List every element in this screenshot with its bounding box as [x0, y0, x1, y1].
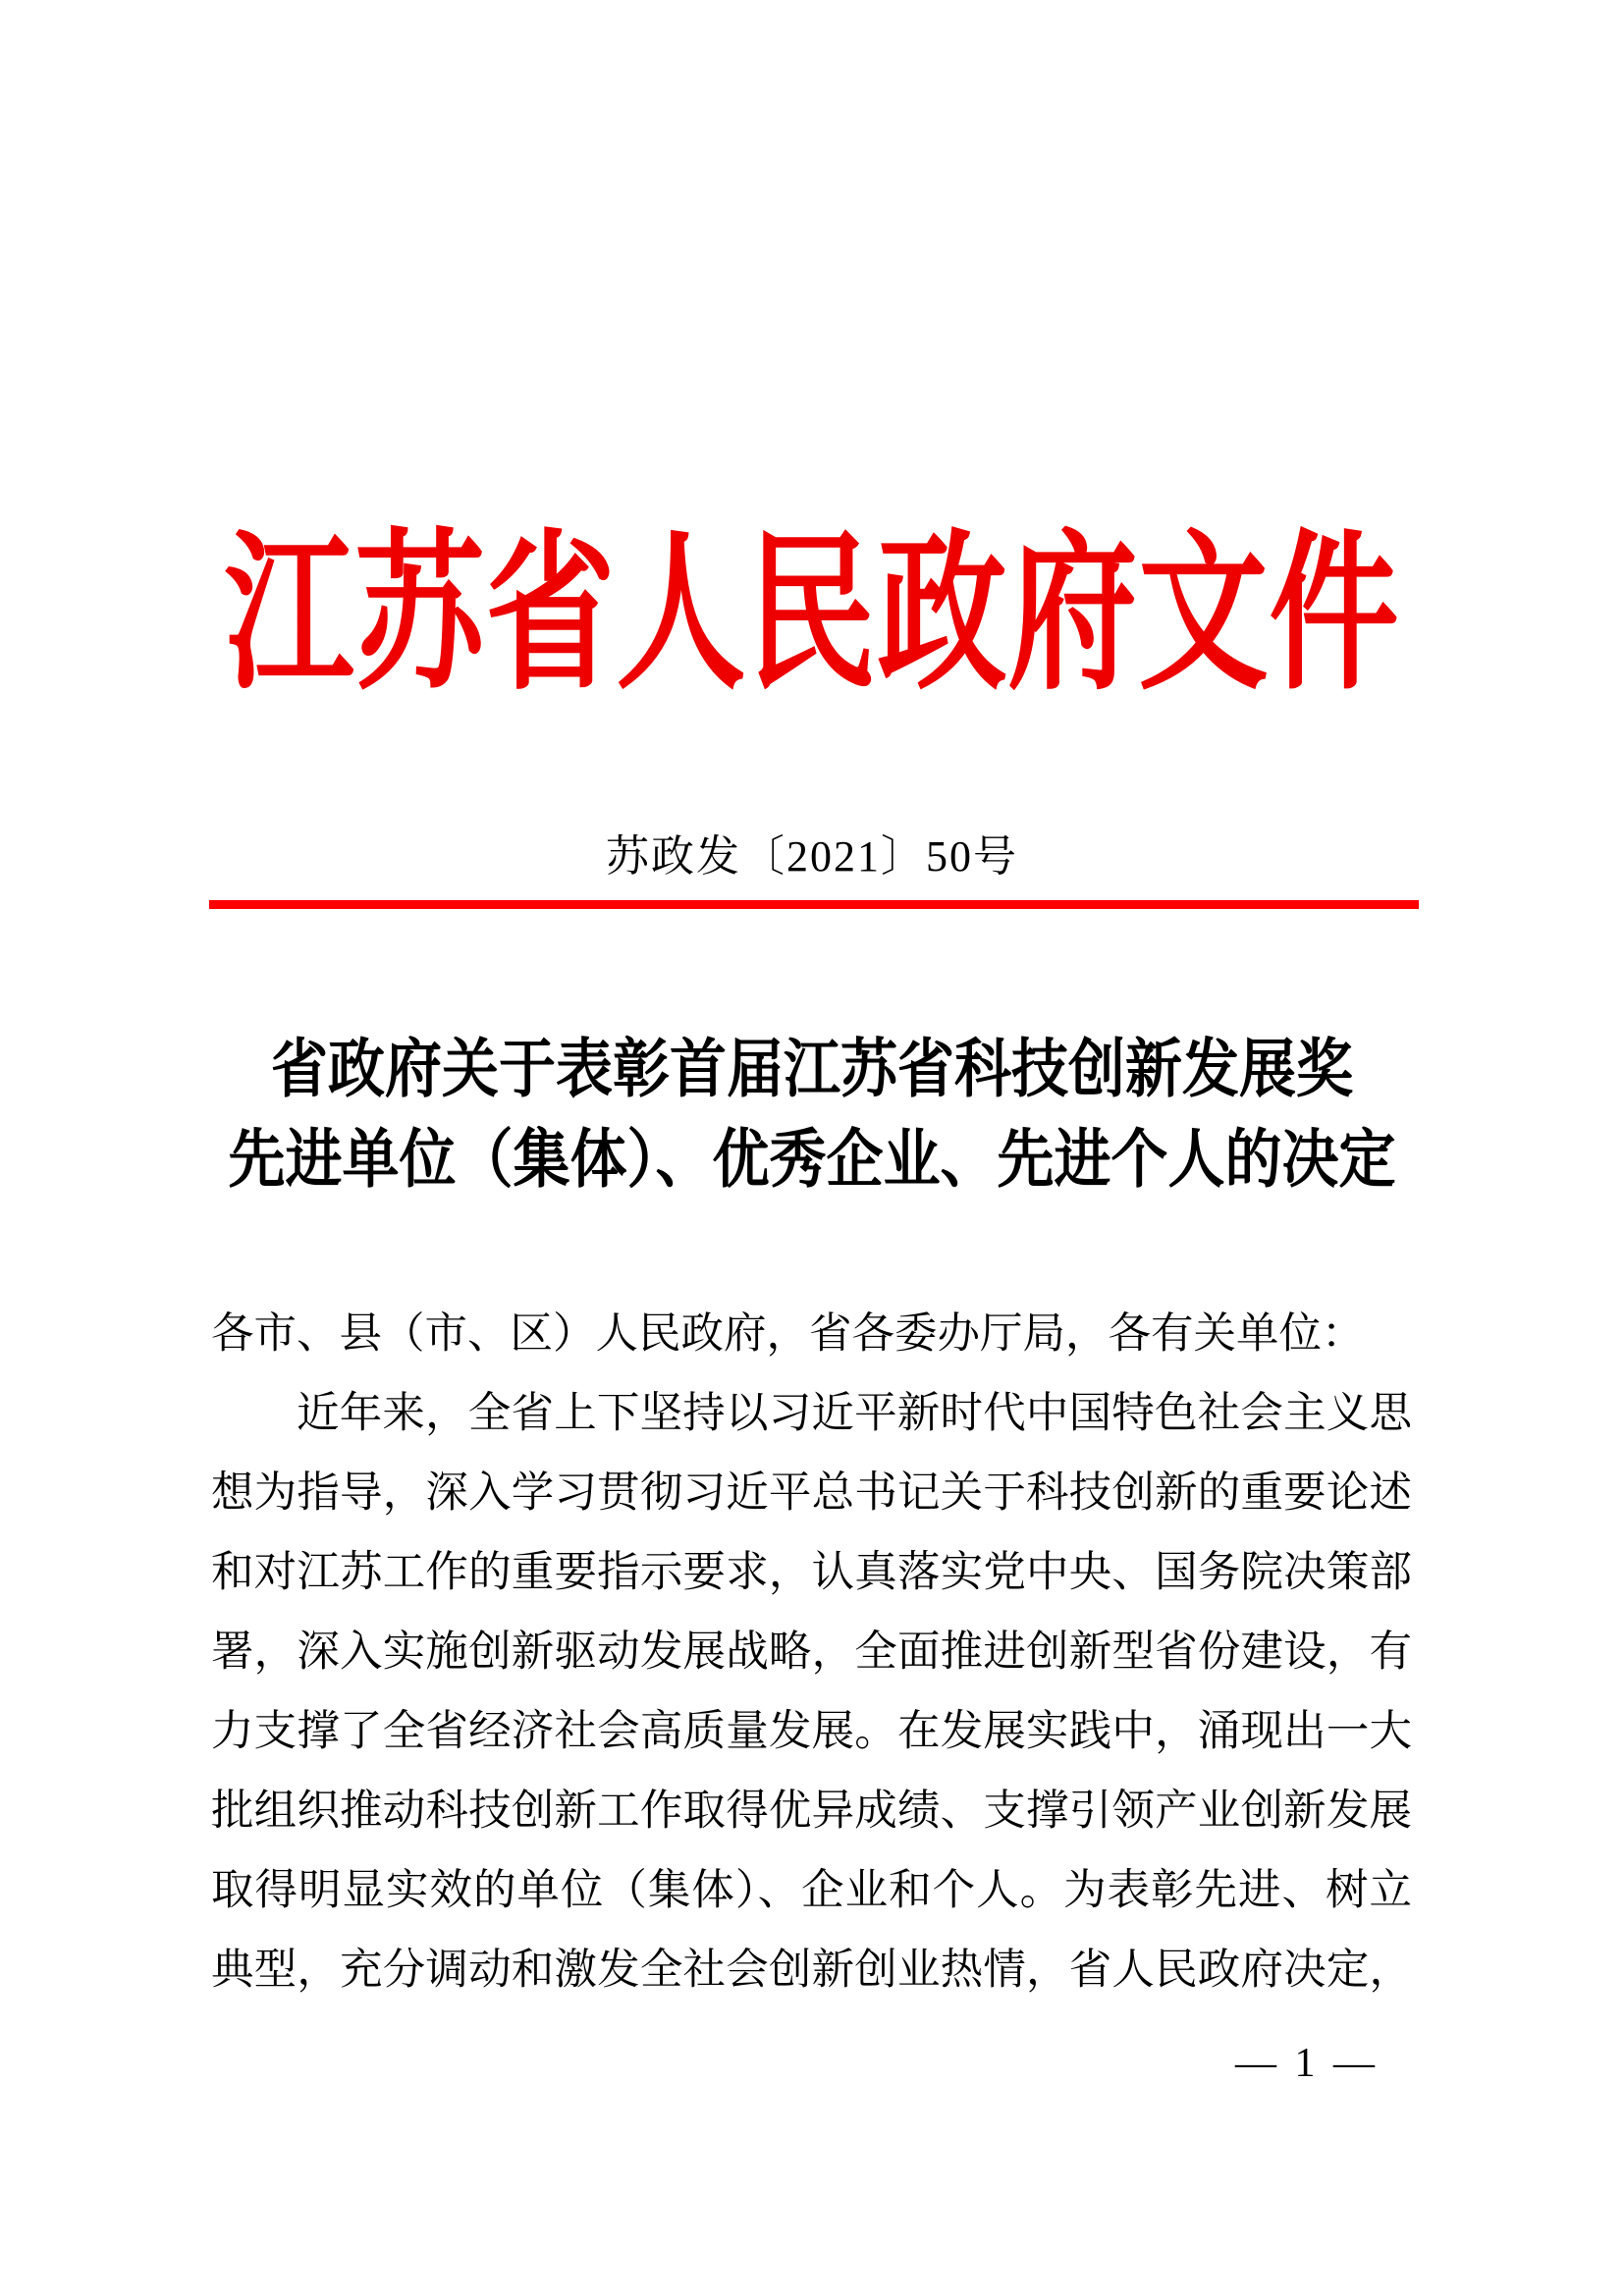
document-title-line2: 先进单位（集体）、优秀企业、先进个人的决定	[228, 1123, 1396, 1196]
government-masthead-title: 江苏省人民政府文件	[224, 519, 1400, 711]
body-line: 批组织推动科技创新工作取得优异成绩、支撑引领产业创新发展	[211, 1788, 1412, 1835]
body-line: 典型，充分调动和激发全社会创新创业热情，省人民政府决定，	[211, 1947, 1412, 1994]
body-line: 近年来，全省上下坚持以习近平新时代中国特色社会主义思	[297, 1390, 1412, 1437]
salutation-line: 各市、县（市、区）人民政府，省各委办厅局，各有关单位：	[211, 1310, 1365, 1358]
document-title-line1: 省政府关于表彰首届江苏省科技创新发展奖	[270, 1033, 1353, 1105]
body-line: 取得明显实效的单位（集体）、企业和个人。为表彰先进、树立	[211, 1867, 1412, 1914]
document-body	[211, 1295, 1412, 2010]
document-number: 苏政发〔2021〕50号	[606, 832, 1018, 881]
body-line: 想为指导，深入学习贯彻习近平总书记关于科技创新的重要论述	[211, 1469, 1412, 1517]
body-line: 署，深入实施创新驱动发展战略，全面推进创新型省份建设，有	[211, 1629, 1412, 1676]
body-line: 力支撑了全省经济社会高质量发展。在发展实践中，涌现出一大	[211, 1708, 1412, 1755]
body-line: 和对江苏工作的重要指示要求，认真落实党中央、国务院决策部	[211, 1549, 1412, 1596]
page-number: — 1 —	[1235, 2041, 1379, 2086]
red-divider-line	[209, 900, 1419, 909]
document-title	[0, 1025, 1624, 1205]
